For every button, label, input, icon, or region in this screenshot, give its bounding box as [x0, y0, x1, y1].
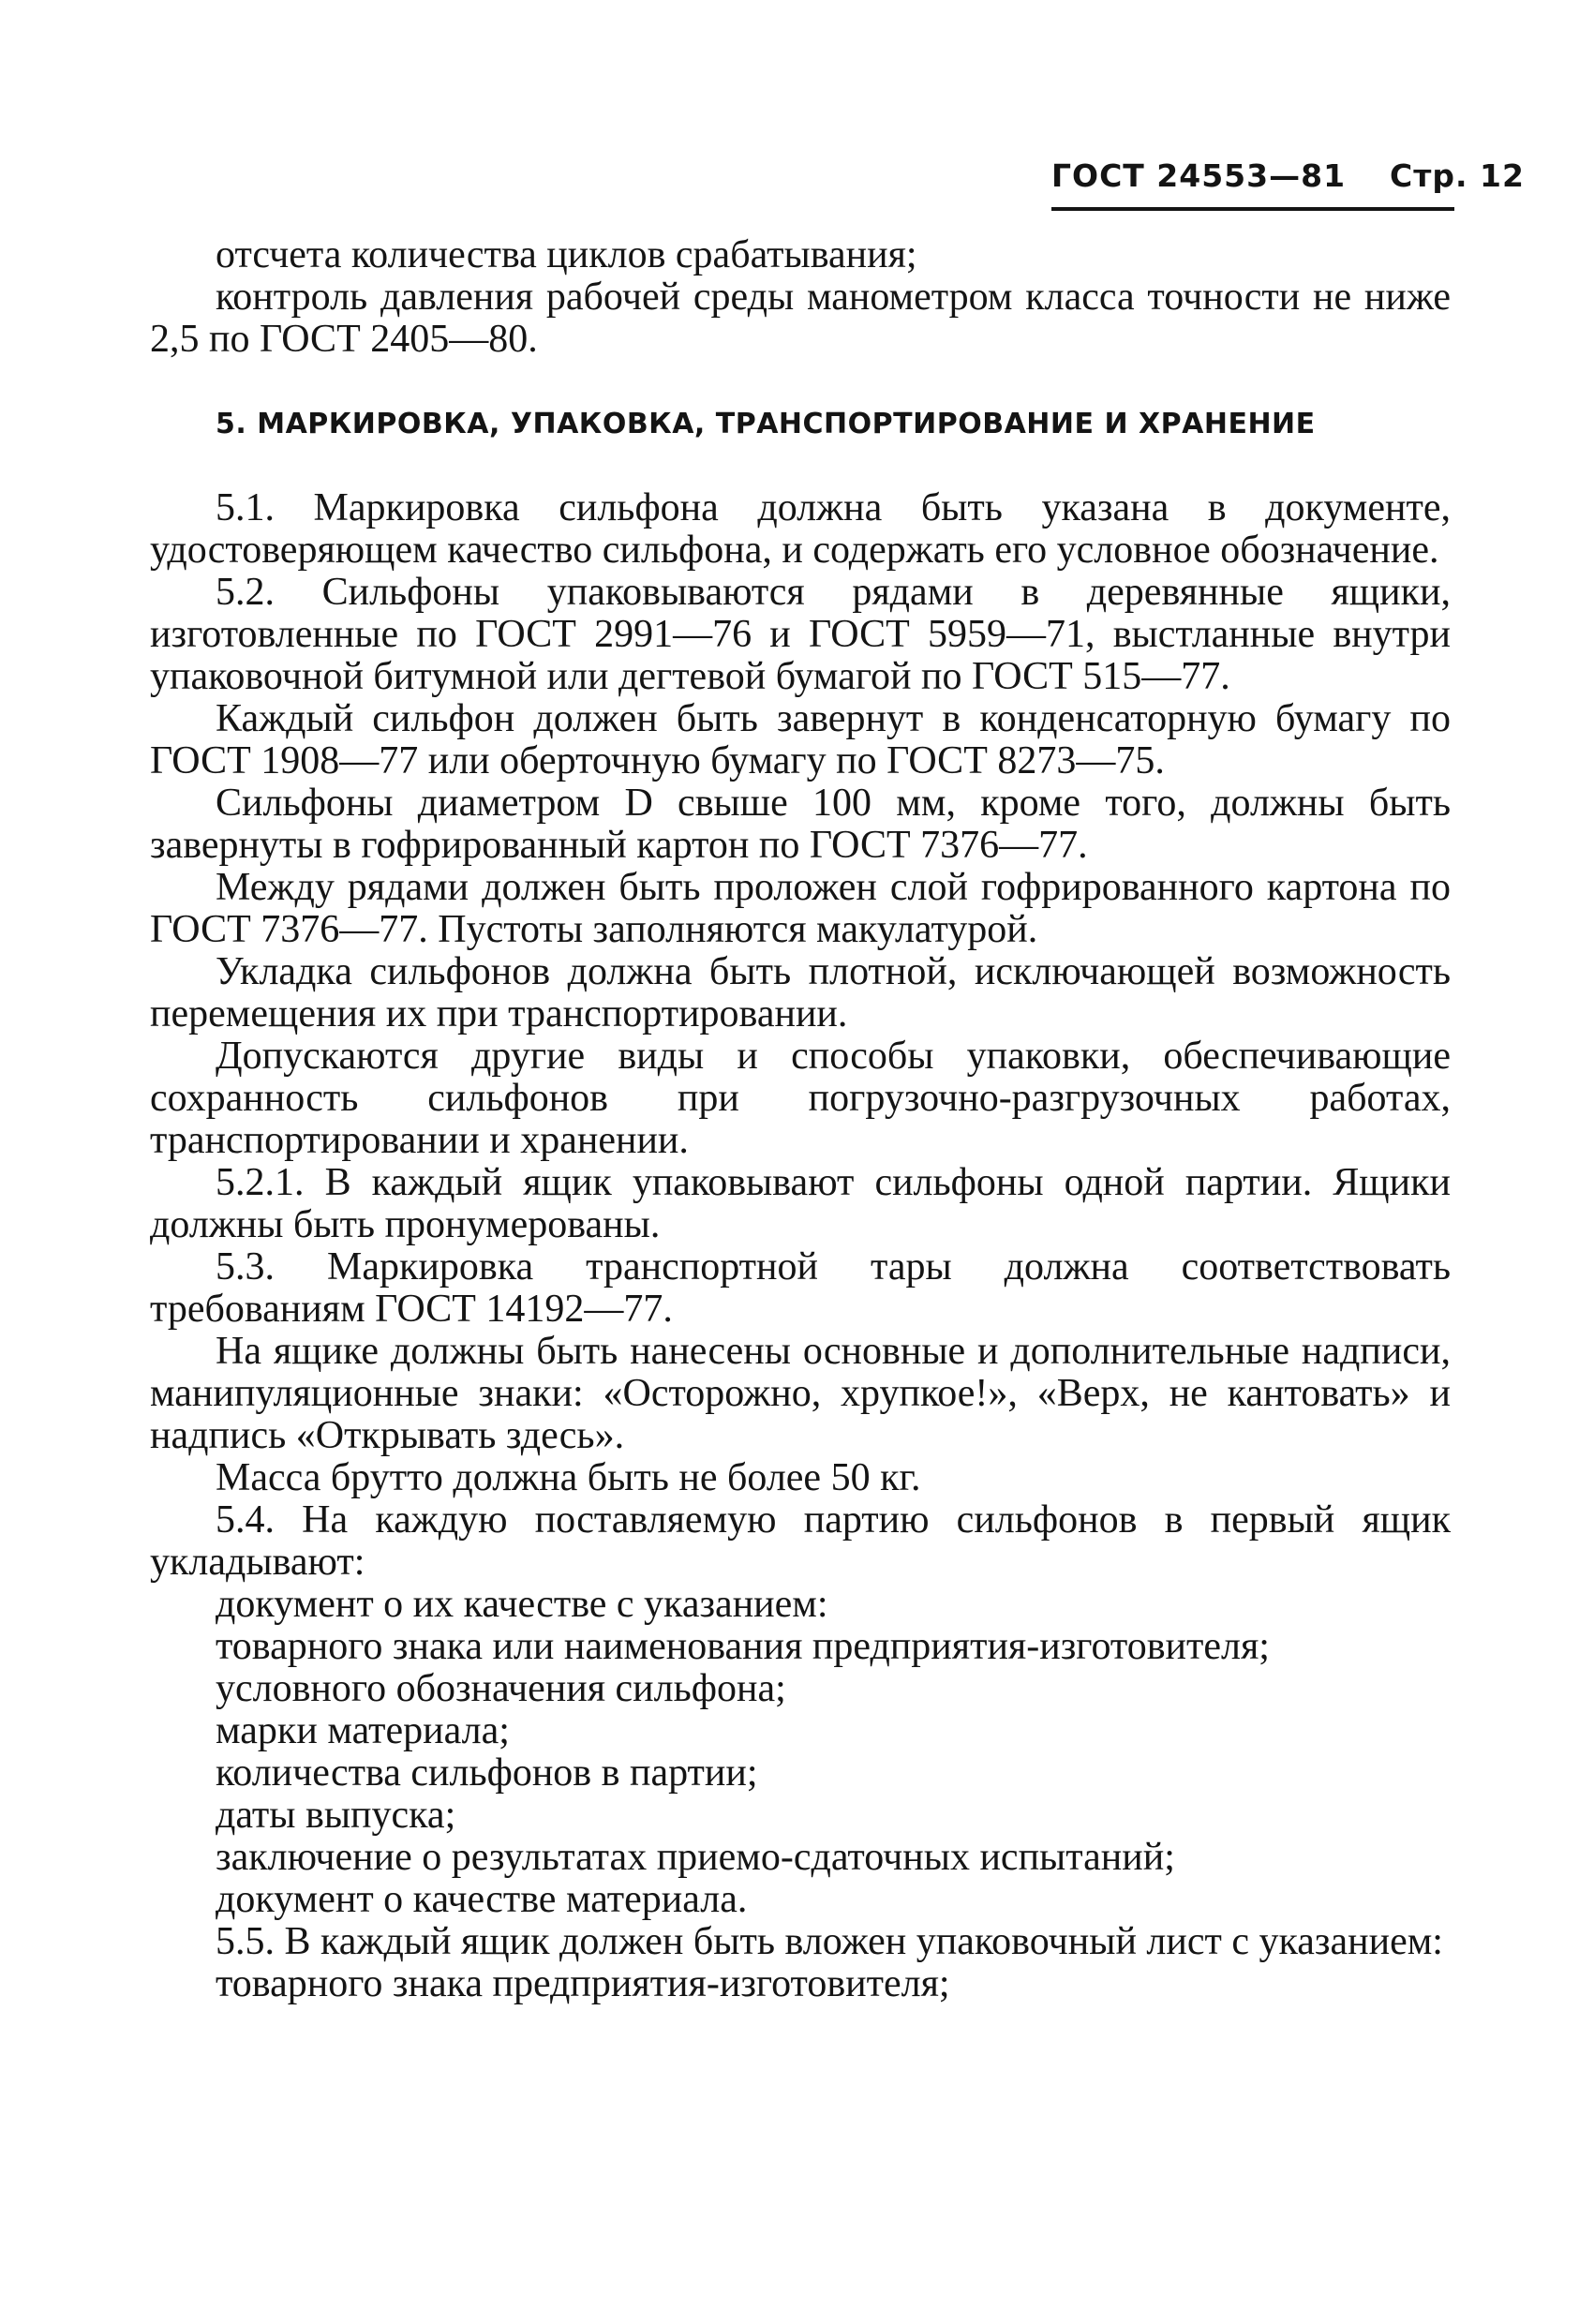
paragraph: Допускаются другие виды и способы упаковки, обеспечивающие сохранность сильфонов при погрузочно-разгрузочных работах, транспортировании и хранении.	[150, 1035, 1451, 1162]
paragraph-5-2: 5.2. Сильфоны упаковываются рядами в деревянные ящики, изготовленные по ГОСТ 2991—76 и ГОСТ 5959—71, выстланные внутри упаковочной битумной или дегтевой бумагой по ГОСТ 515—77.	[150, 571, 1451, 698]
paragraph: Укладка сильфонов должна быть плотной, исключающей возможность перемещения их при транспортировании.	[150, 950, 1451, 1035]
page-header	[1051, 157, 1525, 211]
paragraph: Сильфоны диаметром D свыше 100 мм, кроме того, должны быть завернуты в гофрированный картон по ГОСТ 7376—77.	[150, 782, 1451, 867]
paragraph-5-5: 5.5. В каждый ящик должен быть вложен упаковочный лист с указанием:	[216, 1920, 1443, 1963]
list-item: количества сильфонов в партии;	[216, 1751, 758, 1795]
list-item: заключение о результатах приемо-сдаточных испытаний;	[216, 1836, 1175, 1879]
list-item: марки материала;	[216, 1709, 510, 1752]
list-item: условного обозначения сильфона;	[216, 1667, 786, 1710]
paragraph: На ящике должны быть нанесены основные и дополнительные надписи, манипуляционные знаки: «Осторожно, хрупкое!», «Верх, не кантовать» и надпись «Открывать здесь».	[150, 1330, 1451, 1457]
intro-line: отсчета количества циклов срабатывания;	[216, 233, 917, 276]
document-body	[150, 234, 1451, 2005]
paragraph-5-4: 5.4. На каждую поставляемую партию сильфонов в первый ящик укладывают:	[150, 1498, 1451, 1584]
page-number: Стр. 12	[1390, 157, 1525, 194]
paragraph: Каждый сильфон должен быть завернут в конденсаторную бумагу по ГОСТ 1908—77 или оберточную бумагу по ГОСТ 8273—75.	[150, 697, 1451, 782]
list-item: товарного знака предприятия-изготовителя;	[216, 1962, 950, 2005]
list-item: документ о качестве материала.	[216, 1878, 748, 1921]
paragraph-5-2-1: 5.2.1. В каждый ящик упаковывают сильфоны одной партии. Ящики должны быть пронумерованы.	[150, 1161, 1451, 1246]
section-title: 5. МАРКИРОВКА, УПАКОВКА, ТРАНСПОРТИРОВАНИЕ И ХРАНЕНИЕ	[216, 408, 1316, 440]
list-item: документ о их качестве с указанием:	[216, 1583, 828, 1626]
header-rule	[1051, 207, 1454, 211]
paragraph-5-1: 5.1. Маркировка сильфона должна быть указана в документе, удостоверяющем качество сильфона, и содержать его условное обозначение.	[150, 486, 1451, 572]
list-item: даты выпуска;	[216, 1794, 456, 1837]
intro-line: контроль давления рабочей среды манометром класса точности не ниже 2,5 по ГОСТ 2405—80.	[150, 276, 1451, 361]
paragraph: Масса брутто должна быть не более 50 кг.	[216, 1456, 921, 1499]
list-item: товарного знака или наименования предприятия-изготовителя;	[216, 1625, 1270, 1668]
paragraph-5-3: 5.3. Маркировка транспортной тары должна соответствовать требованиям ГОСТ 14192—77.	[150, 1245, 1451, 1331]
standard-number: ГОСТ 24553—81	[1051, 157, 1347, 194]
paragraph: Между рядами должен быть проложен слой гофрированного картона по ГОСТ 7376—77. Пустоты заполняются макулатурой.	[150, 866, 1451, 951]
